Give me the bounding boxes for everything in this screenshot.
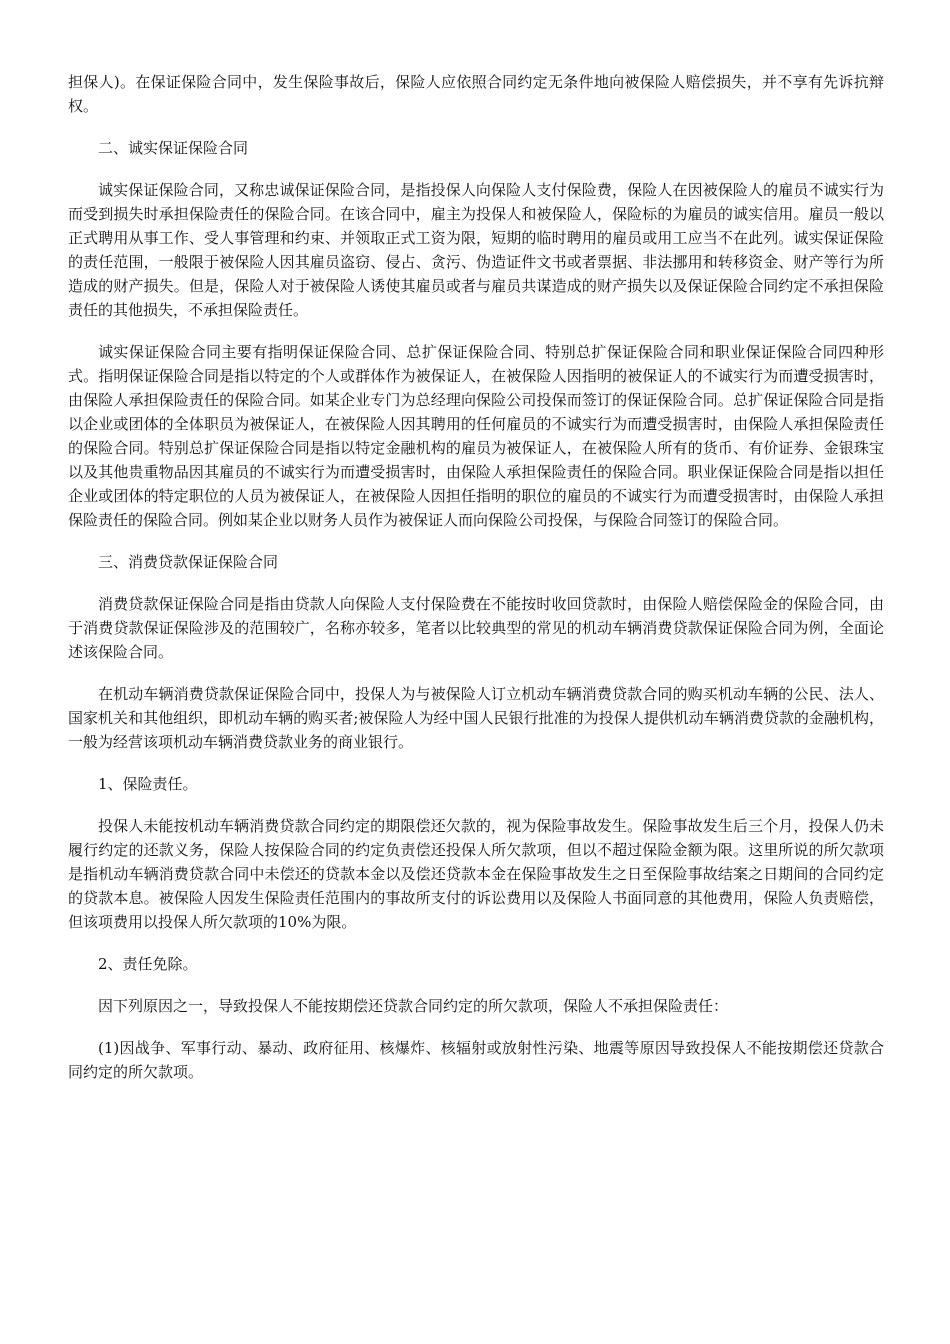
paragraph-honesty-forms: 诚实保证保险合同主要有指明保证保险合同、总扩保证保险合同、特别总扩保证保险合同和职业保证保险合同四种形式。指明保证保险合同是指以特定的个人或群体作为被保证人，在被保险人因指明的被保证人的不诚实行为而遭受损害时，由保险人承担保险责任的保险合同。如某企业专门为总经理向保险公司投保而签订的保证保险合同。总扩保证保险合同是指以企业或团体的全体职员为被保证人，在被保险人因其聘用的任何雇员的不诚实行为而遭受损害时，由保险人承担保险责任的保险合同。特别总扩保证保险合同是指以特定金融机构的雇员为被保证人，在被保险人所有的货币、有价证券、金银珠宝以及其他贵重物品因其雇员的不诚实行为而遭受损害时，由保险人承担保险责任的保险合同。职业保证保险合同是指以担任企业或团体的特定职位的人员为被保证人，在被保险人因担任指明的职位的雇员的不诚实行为而遭受损害时，由保险人承担保险责任的保险合同。例如某企业以财务人员作为被保证人而向保险公司投保，与保险合同签订的保险合同。: [68, 343, 884, 529]
section-heading-honesty-guarantee: 二、诚实保证保险合同: [98, 139, 249, 157]
paragraph-exclusions-intro: 因下列原因之一，导致投保人不能按期偿还贷款合同约定的所欠款项，保险人不承担保险责任：: [98, 997, 729, 1015]
paragraph-exclusion-item-1: (1)因战争、军事行动、暴动、政府征用、核爆炸、核辐射或放射性污染、地震等原因导致投保人不能按期偿还贷款合同约定的所欠款项。: [68, 1039, 884, 1081]
subheading-exclusions: 2、责任免除。: [98, 955, 198, 973]
document-page: [68, 70, 884, 1102]
paragraph-continuation: 担保人)。在保证保险合同中，发生保险事故后，保险人应依照合同约定无条件地向被保险人赔偿损失，并不享有先诉抗辩权。: [68, 73, 884, 115]
paragraph-consumer-loan-definition: 消费贷款保证保险合同是指由贷款人向保险人支付保险费在不能按时收回贷款时，由保险人赔偿保险金的保险合同，由于消费贷款保证保险涉及的范围较广，名称亦较多，笔者以比较典型的常见的机动车辆消费贷款保证保险合同为例，全面论述该保险合同。: [68, 595, 884, 661]
paragraph-vehicle-loan-parties: 在机动车辆消费贷款保证保险合同中，投保人为与被保险人订立机动车辆消费贷款合同的购买机动车辆的公民、法人、国家机关和其他组织，即机动车辆的购买者;被保险人为经中国人民银行批准的为投保人提供机动车辆消费贷款的金融机构，一般为经营该项机动车辆消费贷款业务的商业银行。: [68, 685, 884, 751]
paragraph-honesty-definition: 诚实保证保险合同，又称忠诚保证保险合同，是指投保人向保险人支付保险费，保险人在因被保险人的雇员不诚实行为而受到损失时承担保险责任的保险合同。在该合同中，雇主为投保人和被保险人，保险标的为雇员的诚实信用。雇员一般以正式聘用从事工作、受人事管理和约束、并领取正式工资为限，短期的临时聘用的雇员或用工应当不在此列。诚实保证保险的责任范围，一般限于被保险人因其雇员盗窃、侵占、贪污、伪造证件文书或者票据、非法挪用和转移资金、财产等行为所造成的财产损失。但是，保险人对于被保险人诱使其雇员或者与雇员共谋造成的财产损失以及保证保险合同约定不承担保险责任的其他损失，不承担保险责任。: [68, 181, 884, 319]
subheading-insurance-liability: 1、保险责任。: [98, 775, 198, 793]
paragraph-insurance-liability: 投保人未能按机动车辆消费贷款合同约定的期限偿还欠款的，视为保险事故发生。保险事故发生后三个月，投保人仍未履行约定的还款义务，保险人按保险合同的约定负责偿还投保人所欠款项，但以不超过保险金额为限。这里所说的所欠款项是指机动车辆消费贷款合同中未偿还的贷款本金以及偿还贷款本金在保险事故发生之日至保险事故结案之日期间的合同约定的贷款本息。被保险人因发生保险责任范围内的事故所支付的诉讼费用以及保险人书面同意的其他费用，保险人负责赔偿，但该项费用以投保人所欠款项的10%为限。: [68, 817, 884, 931]
section-heading-consumer-loan: 三、消费贷款保证保险合同: [98, 553, 279, 571]
